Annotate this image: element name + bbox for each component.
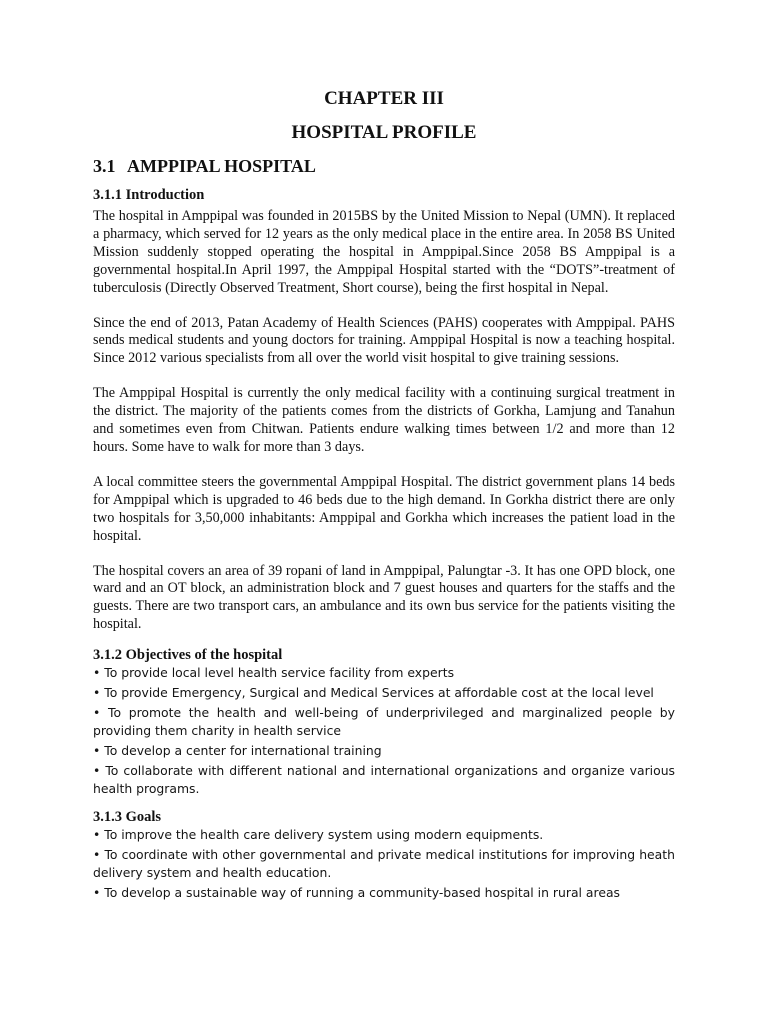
list-item: • To provide Emergency, Surgical and Medical Services at affordable cost at the local level [93, 685, 654, 701]
intro-paragraph-3: The Amppipal Hospital is currently the only medical facility with a continuing surgical treatment in the district. The majority of the patients comes from the districts of Gorkha, Lamjung and Tanahun and sometimes even from Chitwan. Patients endure walking times between 1/2 and more than 12 hours. Some have to walk for more than 3 days. [93, 385, 675, 455]
section-heading [93, 155, 316, 177]
intro-heading: 3.1.1 Introduction [93, 187, 205, 203]
intro-paragraph-1: The hospital in Amppipal was founded in 2015BS by the United Mission to Nepal (UMN). It replaced a pharmacy, which served for 12 years as the only medical place in the entire area. In 2058 BS United Mission suddenly stopped operating the hospital in Amppipal.Since 2058 BS Amppipal is a governmental hospital.In April 1997, the Amppipal Hospital started with the “DOTS”-treatment of tuberculosis (Directly Observed Treatment, Short course), being the first hospital in Nepal. [93, 208, 675, 296]
intro-paragraph-4: A local committee steers the governmental Amppipal Hospital. The district government plans 14 beds for Amppipal which is upgraded to 46 beds due to the high demand. In Gorkha district there are only two hospitals for 3,50,000 inhabitants: Amppipal and Gorkha which increases the patient load in the hospital. [93, 473, 675, 544]
chapter-heading: CHAPTER III [324, 88, 444, 109]
list-item: • To promote the health and well-being of underprivileged and marginalized people by providing them charity in health service [93, 705, 675, 739]
list-item: • To coordinate with other governmental and private medical institutions for improving heath delivery system and health education. [93, 847, 675, 881]
list-item: • To develop a center for international training [93, 743, 382, 759]
section-number: 3.1 [93, 156, 116, 176]
section-body [93, 186, 675, 904]
list-item: • To collaborate with different national and international organizations and organize various health programs. [93, 763, 675, 797]
page-title: HOSPITAL PROFILE [291, 122, 477, 143]
intro-paragraph-2: Since the end of 2013, Patan Academy of Health Sciences (PAHS) cooperates with Amppipal. PAHS sends medical students and young doctors for training. Amppipal Hospital is now a teaching hospital. Since 2012 various specialists from all over the world visit hospital to give training sessions. [93, 314, 675, 367]
list-item: • To provide local level health service facility from experts [93, 665, 455, 681]
intro-paragraph-5: The hospital covers an area of 39 ropani of land in Amppipal, Palungtar -3. It has one OPD block, one ward and an OT block, an administration block and 7 guest houses and quarters for the staffs and the guests. There are two transport cars, an ambulance and its own bus service for the patients visiting the hospital. [93, 562, 675, 633]
objectives-heading: 3.1.2 Objectives of the hospital [93, 647, 283, 664]
list-item: • To develop a sustainable way of running a community-based hospital in rural areas [93, 885, 620, 901]
goals-list [93, 826, 675, 902]
goals-heading: 3.1.3 Goals [93, 809, 162, 826]
objectives-list [93, 664, 675, 798]
section-title: AMPPIPAL HOSPITAL [127, 156, 316, 176]
list-item: • To improve the health care delivery system using modern equipments. [93, 827, 544, 843]
